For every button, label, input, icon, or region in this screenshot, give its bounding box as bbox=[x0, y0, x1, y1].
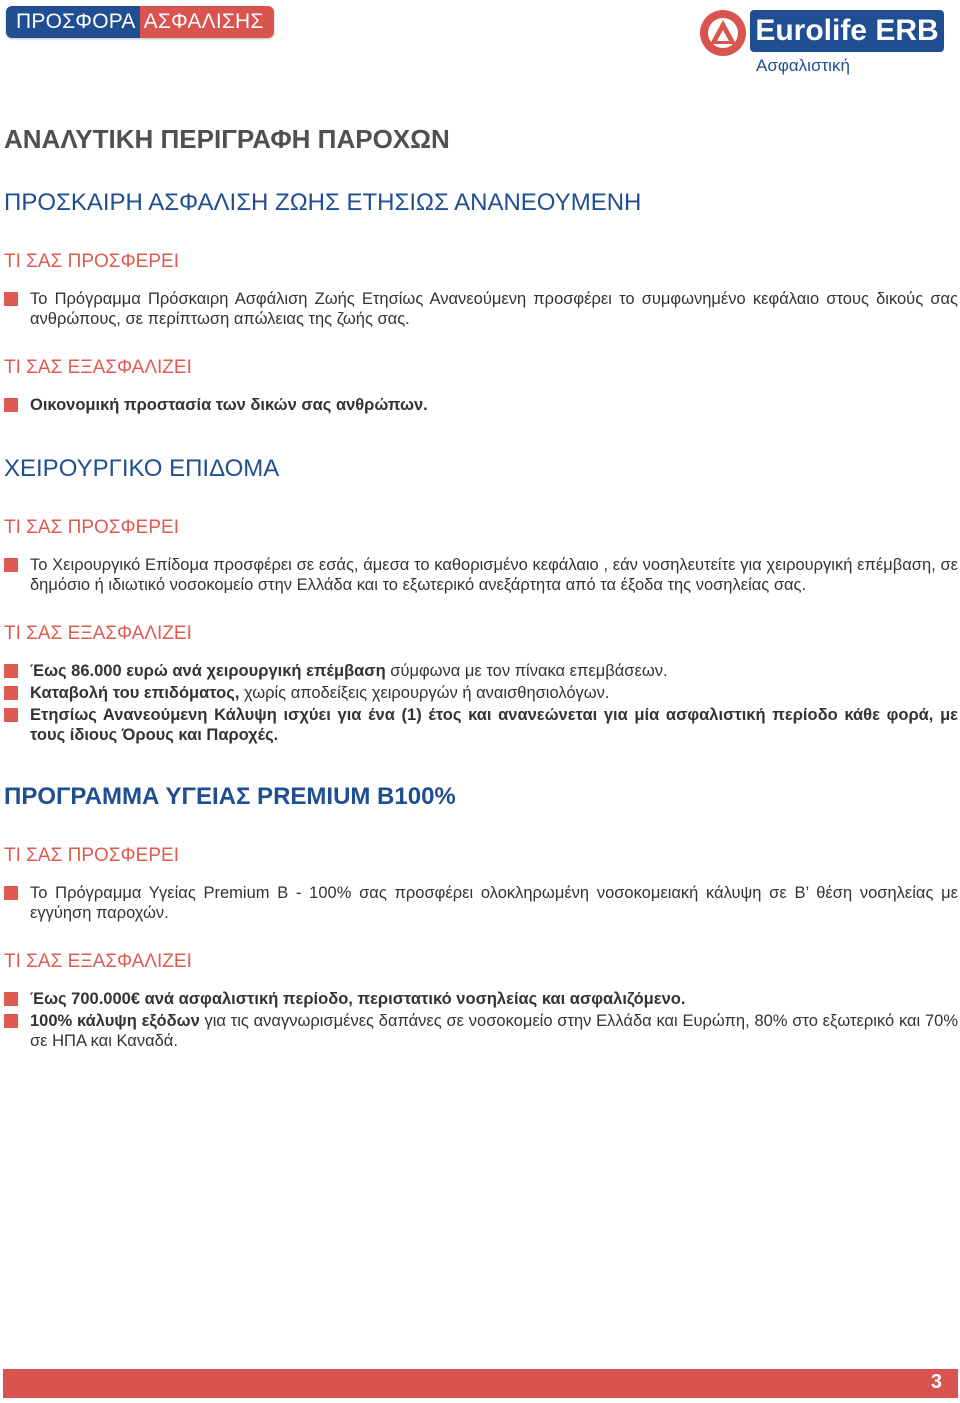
logo-wordmark: Eurolife ERB bbox=[750, 10, 944, 52]
document-body bbox=[4, 124, 958, 1079]
bullet-square-icon bbox=[4, 1014, 18, 1028]
bullet-square-icon bbox=[4, 686, 18, 700]
bullet-square-icon bbox=[4, 886, 18, 900]
secures-heading: ΤΙ ΣΑΣ ΕΞΑΣΦΑΛΙΖΕΙ bbox=[4, 951, 192, 972]
list-item: Το Χειρουργικό Επίδομα προσφέρει σε εσάς, άμεσα το καθορισμένο κεφάλαιο , εάν νοσηλευτείτε για χειρουργική επέμβαση, σε δημόσιο ή ιδιωτικό νοσοκομείο στην Ελλάδα και το εξωτερικό ανεξάρτητα από τα έξοδα της νοσηλείας σας. bbox=[4, 555, 958, 595]
bullet-square-icon bbox=[4, 664, 18, 678]
list-item: Έως 86.000 ευρώ ανά χειρουργική επέμβαση σύμφωνα με τον πίνακα επεμβάσεων. bbox=[4, 661, 958, 681]
bullet-square-icon bbox=[4, 398, 18, 412]
offers-heading: ΤΙ ΣΑΣ ΠΡΟΣΦΕΡΕΙ bbox=[4, 251, 179, 272]
bullet-square-icon bbox=[4, 292, 18, 306]
offer-badge bbox=[6, 6, 274, 38]
list-item: Οικονομική προστασία των δικών σας ανθρώπων. bbox=[4, 395, 958, 415]
list-item: 100% κάλυψη εξόδων για τις αναγνωρισμένες δαπάνες σε νοσοκομείο στην Ελλάδα και Ευρώπη, 80% στο εξωτερικό και 70% σε ΗΠΑ και Καναδά. bbox=[4, 1011, 958, 1051]
bullet-square-icon bbox=[4, 558, 18, 572]
section-title-surgical-allowance: ΧΕΙΡΟΥΡΓΙΚΟ ΕΠΙΔΟΜΑ bbox=[4, 455, 280, 482]
logo-subtitle: Ασφαλιστική bbox=[756, 56, 850, 75]
secures-list bbox=[4, 989, 958, 1051]
secures-heading: ΤΙ ΣΑΣ ΕΞΑΣΦΑΛΙΖΕΙ bbox=[4, 357, 192, 378]
offers-heading: ΤΙ ΣΑΣ ΠΡΟΣΦΕΡΕΙ bbox=[4, 517, 179, 538]
list-item: Ετησίως Ανανεούμενη Κάλυψη ισχύει για ένα (1) έτος και ανανεώνεται για μία ασφαλιστική περίοδο κάθε φορά, με τους ίδιους Όρους και Παροχές. bbox=[4, 705, 958, 745]
secures-list bbox=[4, 661, 958, 745]
offers-list bbox=[4, 289, 958, 329]
list-item: Έως 700.000€ ανά ασφαλιστική περίοδο, περιστατικό νοσηλείας και ασφαλιζόμενο. bbox=[4, 989, 958, 1009]
offers-list bbox=[4, 883, 958, 923]
footer-bar bbox=[3, 1369, 958, 1398]
section-title-life-insurance: ΠΡΟΣΚΑΙΡΗ ΑΣΦΑΛΙΣΗ ΖΩΗΣ ΕΤΗΣΙΩΣ ΑΝΑΝΕΟΥΜΕΝΗ bbox=[4, 189, 642, 216]
section-title-health-program: ΠΡΟΓΡΑΜΜΑ ΥΓΕΙΑΣ PREMIUM B100% bbox=[4, 783, 456, 810]
secures-heading: ΤΙ ΣΑΣ ΕΞΑΣΦΑΛΙΖΕΙ bbox=[4, 623, 192, 644]
offers-heading: ΤΙ ΣΑΣ ΠΡΟΣΦΕΡΕΙ bbox=[4, 845, 179, 866]
list-item: Το Πρόγραμμα Πρόσκαιρη Ασφάλιση Ζωής Ετησίως Ανανεούμενη προσφέρει το συμφωνημένο κεφάλαιο στους δικούς σας ανθρώπους, σε περίπτωση απώλειας της ζωής σας. bbox=[4, 289, 958, 329]
eurolife-logo bbox=[698, 8, 946, 78]
badge-text-insurance: ΑΣΦΑΛΙΣΗΣ bbox=[140, 6, 274, 38]
page-number: 3 bbox=[930, 1371, 942, 1393]
bullet-square-icon bbox=[4, 992, 18, 1006]
offers-list bbox=[4, 555, 958, 595]
list-item: Το Πρόγραμμα Υγείας Premium B - 100% σας προσφέρει ολοκληρωμένη νοσοκομειακή κάλυψη σε Β’ θέση νοσηλείας με εγγύηση παροχών. bbox=[4, 883, 958, 923]
badge-text-offer: ΠΡΟΣΦΟΡΑ bbox=[6, 6, 140, 38]
secures-list bbox=[4, 395, 958, 415]
bullet-square-icon bbox=[4, 708, 18, 722]
list-item: Καταβολή του επιδόματος, χωρίς αποδείξεις χειρουργών ή αναισθησιολόγων. bbox=[4, 683, 958, 703]
logo-emblem-icon bbox=[698, 8, 750, 60]
page-title: ΑΝΑΛΥΤΙΚΗ ΠΕΡΙΓΡΑΦΗ ΠΑΡΟΧΩΝ bbox=[4, 124, 450, 154]
